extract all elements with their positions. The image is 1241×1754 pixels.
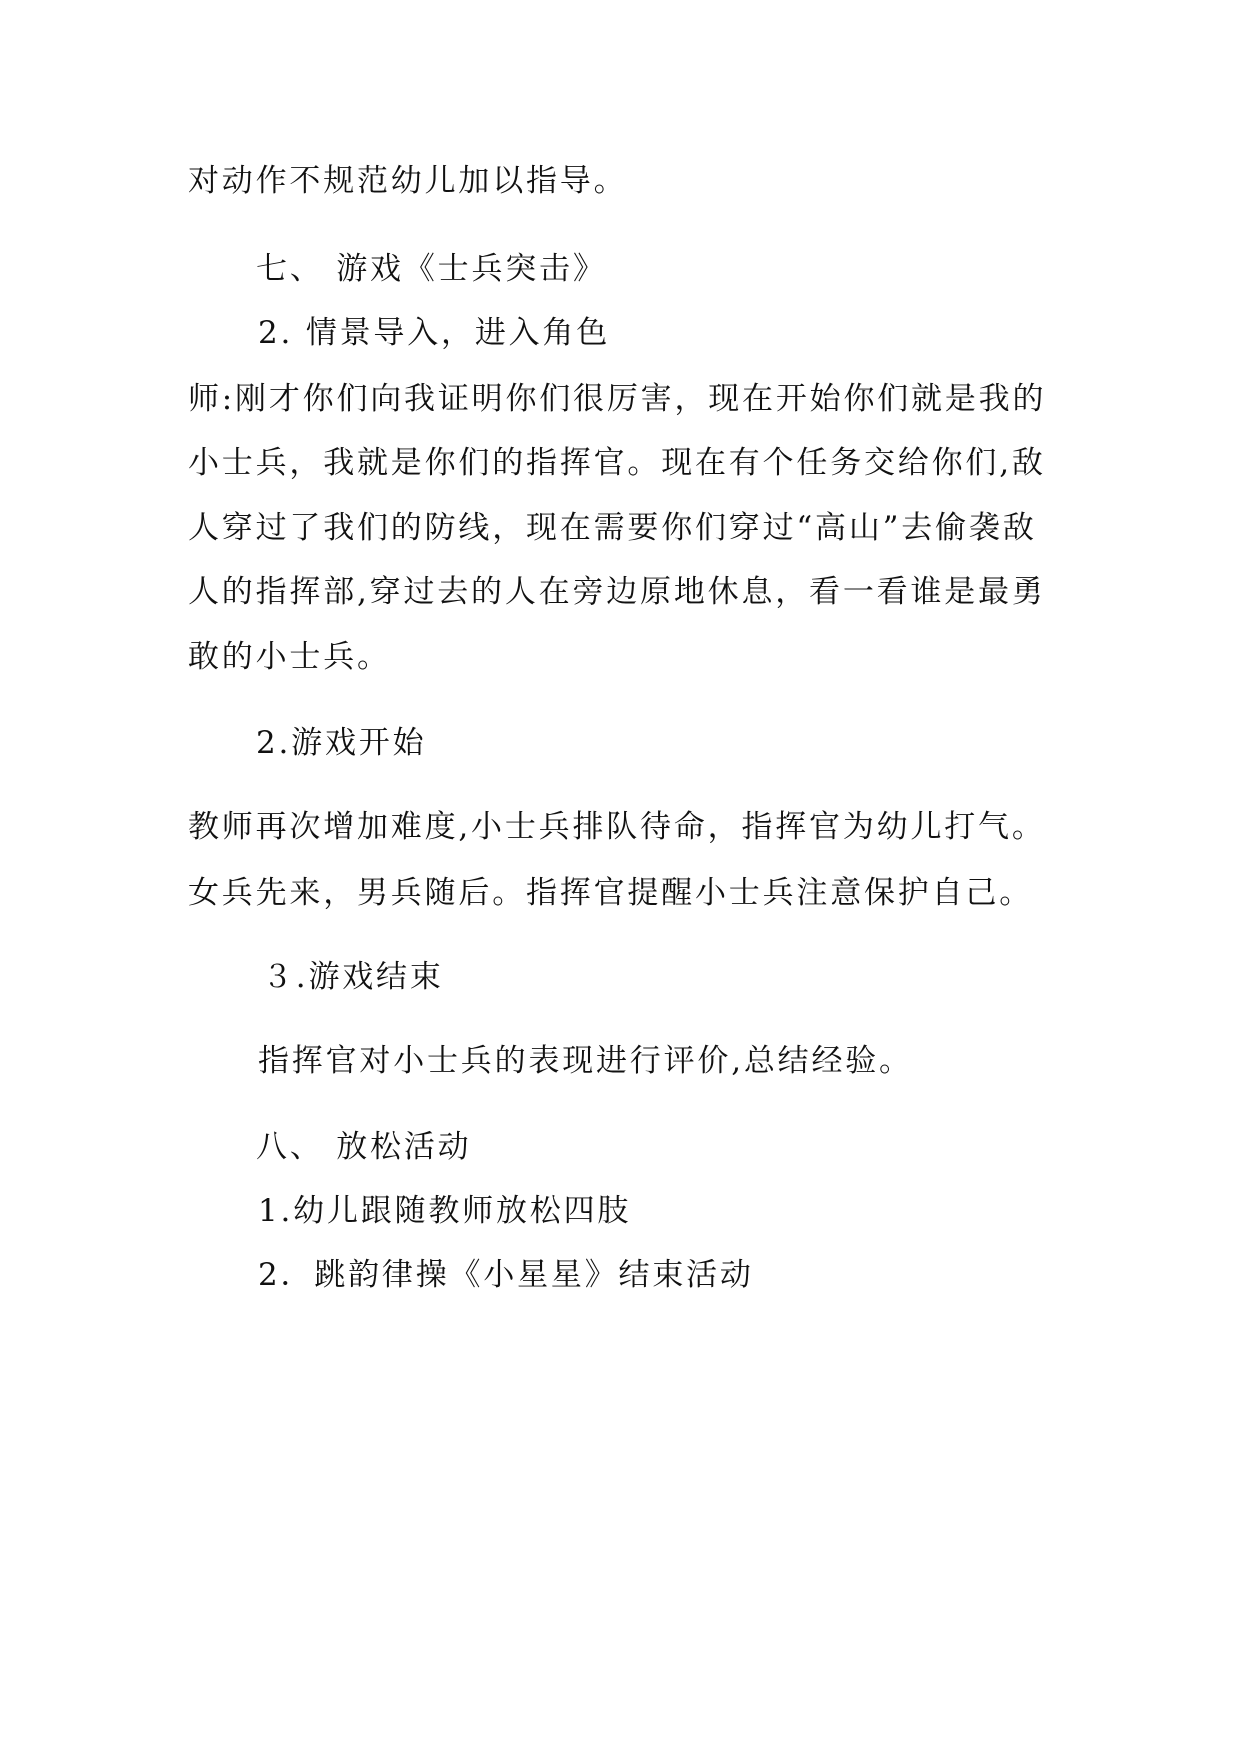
list-item: 1.幼儿跟随教师放松四肢	[258, 1193, 632, 1229]
subsection-heading: 2. 情景导入，进入角色	[258, 315, 611, 351]
paragraph-line: 指挥官对小士兵的表现进行评价,总结经验。	[258, 1043, 913, 1079]
paragraph-line: 对动作不规范幼儿加以指导。	[188, 163, 628, 199]
list-item: 2．跳韵律操《小星星》结束活动	[258, 1257, 754, 1293]
subsection-heading: 2.游戏开始	[256, 725, 427, 761]
paragraph-line: 小士兵，我就是你们的指挥官。现在有个任务交给你们,敌	[188, 445, 1046, 481]
paragraph-line: 女兵先来，男兵随后。指挥官提醒小士兵注意保护自己。	[188, 875, 1033, 911]
paragraph-line: 人穿过了我们的防线，现在需要你们穿过“高山”去偷袭敌	[188, 510, 1037, 546]
paragraph-line: 人的指挥部,穿过去的人在旁边原地休息，看一看谁是最勇	[188, 574, 1046, 610]
section-heading: 八、 放松活动	[256, 1129, 472, 1165]
paragraph-line: 教师再次增加难度,小士兵排队待命，指挥官为幼儿打气。	[188, 809, 1046, 845]
paragraph-line: 师:刚才你们向我证明你们很厉害，现在开始你们就是我的	[188, 381, 1047, 417]
section-heading: 七、 游戏《士兵突击》	[256, 251, 607, 287]
subsection-heading: ３.游戏结束	[262, 959, 444, 995]
paragraph-line: 敢的小士兵。	[188, 639, 391, 675]
